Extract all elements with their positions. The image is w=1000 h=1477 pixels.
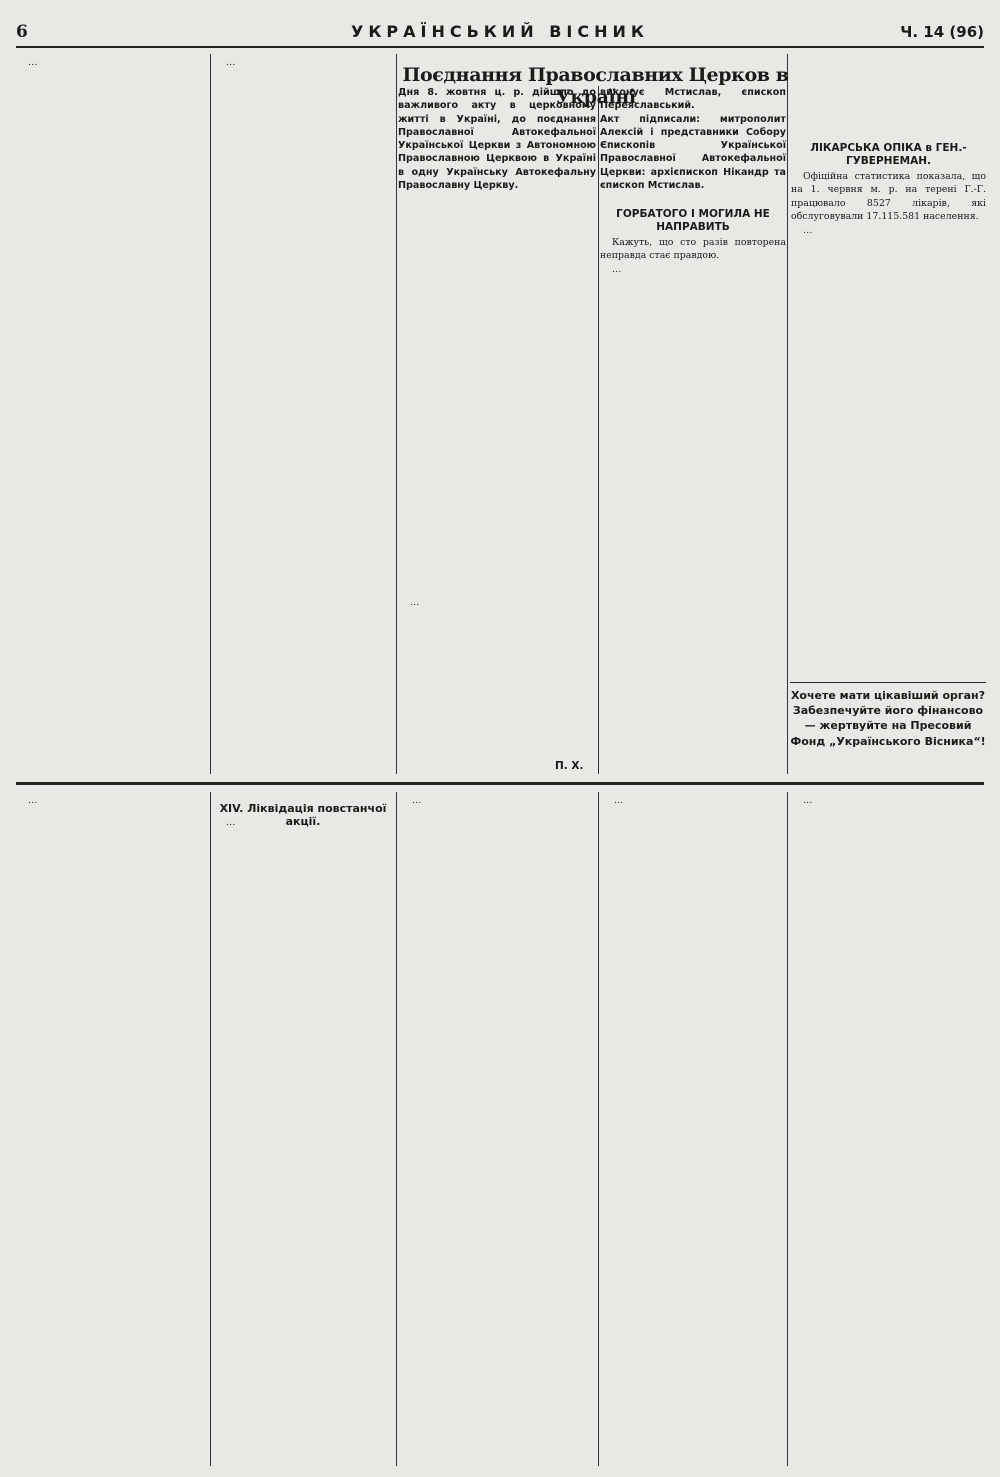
section-rule [16,782,984,785]
lead-text: Дня 8. жовтня ц. р. дійшло до важливого акту в церковному житті в Україні, до поєднання Православної Автокефальної Української Церкви з Автономною Православною Церквою в Україні в одну Українську Автокефальну Православну Церкву. [398,87,596,192]
newspaper-title: УКРАЇНСЬКИЙ ВІСНИК [351,22,649,41]
column-divider [787,792,788,1466]
gorbatogo-opening-words: Кажуть, що сто разів повторена неправда стає правдою. [600,237,786,262]
column-divider [598,86,599,774]
article-column-6-top [791,56,986,140]
column-text: … [410,597,420,608]
main-article-lead-continued [600,86,786,204]
lead-text-continued: виконує Мстислав, єпископ Переяславський. [600,87,786,112]
press-fund-appeal: Хочете мати цікавіший орган? Забезпечуйте його фінансово — жертвуйте на Пресовий Фонд „Українського Вісника“! [790,689,986,748]
column-text: … [28,57,38,68]
gorbatogo-body [600,236,786,772]
column-text: … [614,795,624,806]
column-divider [396,54,397,774]
lower-column-4 [602,794,784,1468]
column-text: … [803,795,813,806]
main-article-lead [398,86,596,592]
lower-column-3 [400,794,594,1468]
column-divider [396,792,397,1466]
issue-number: Ч. 14 (96) [900,23,984,41]
column-text: … [412,795,422,806]
column-text: … [28,795,38,806]
lik-title: ЛІКАРСЬКА ОПІКА в ГЕН.-ГУВЕРНЕМАН. [810,142,967,167]
lower-column-1 [16,794,206,1468]
column-divider [210,792,211,1466]
gorbatogo-text: … [612,263,622,275]
column-divider [210,54,211,774]
main-article-title: Поєднання Православних Церков в Україні [402,64,789,108]
signers-text: Акт підписали: митрополит Алексій і представники Собору Єпископів Української Православної Автокефальної Церкви: архієпископ Нікандр та єпископ Мстислав. [600,113,786,192]
column-divider [598,792,599,1466]
article-column-2 [214,56,394,772]
lower-column-5 [791,794,986,1468]
gorbatogo-title: ГОРБАТОГО І МОГИЛА НЕ НАПРАВИТЬ [616,208,770,233]
article-column-3 [398,596,596,760]
lik-body [791,170,986,680]
lower-column-2 [214,816,394,1468]
section-title: XIV. Ліквідація повстанчої акції. [219,802,387,828]
article-column-1 [16,56,206,772]
author-signature: П. Х. [555,760,584,772]
column-divider [787,54,788,774]
column-text: … [226,57,236,68]
header-rule [16,46,984,48]
appeal-rule [790,682,986,683]
page-number: 6 [16,22,28,42]
lik-text: … [803,224,813,236]
column-text: … [226,817,236,828]
page-header [16,20,984,44]
lik-opening-words: Офіційна статистика показала, що на 1. червня м. р. на терені Г.-Г. працювало 8527 лікарів, які обслуговували 17.115.581 населення. [791,171,986,223]
